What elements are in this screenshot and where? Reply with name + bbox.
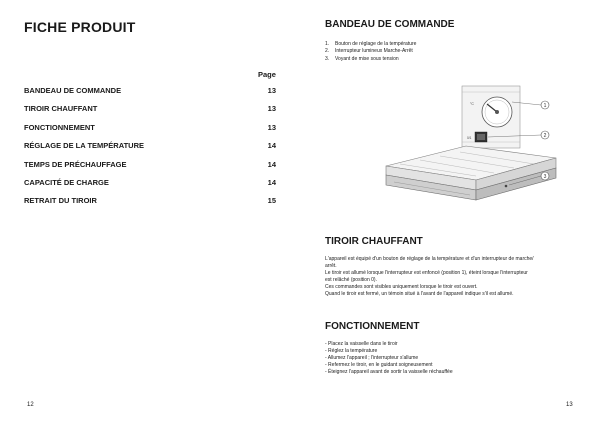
table-of-contents: [24, 84, 276, 213]
paragraph-line: Ces commandes sont visibles uniquement lorsque le tiroir est ouvert.: [325, 284, 478, 290]
step-line: - Réglez la température: [325, 348, 378, 354]
list-item-number: 3.: [325, 55, 330, 62]
drawer-body: [386, 146, 556, 200]
toc-entry[interactable]: [24, 84, 276, 102]
paragraph-line: est relâché (position 0).: [325, 277, 377, 283]
toc-entry[interactable]: [24, 176, 276, 194]
operation-steps: [325, 341, 583, 376]
toc-entry-page: 13: [267, 122, 276, 132]
step-line: - Éteignez l'appareil avant de sortir la vaisselle réchauffée: [325, 369, 453, 375]
page-number-left: 12: [27, 402, 34, 408]
svg-text:°C: °C: [470, 102, 474, 106]
section-title-operation: FONCTIONNEMENT: [325, 321, 420, 332]
toc-entry-page: 15: [267, 196, 276, 206]
toc-entry-label: BANDEAU DE COMMANDE: [24, 86, 122, 95]
step-line: - Refermez le tiroir, en le guidant soigneusement: [325, 362, 433, 368]
list-item-text: Bouton de réglage de la température: [335, 41, 417, 47]
toc-entry-page: 13: [267, 86, 276, 95]
toc-entry[interactable]: [24, 194, 276, 212]
section-title-warming-drawer: TIROIR CHAUFFANT: [325, 236, 423, 247]
page-title: FICHE PRODUIT: [24, 19, 136, 35]
right-page: [300, 0, 600, 423]
toc-entry-page: 14: [267, 141, 276, 151]
toc-entry-page: 14: [267, 159, 276, 169]
toc-entry-page: 14: [267, 177, 276, 187]
callout-3-label: 3: [543, 173, 547, 180]
toc-entry-label: TIROIR CHAUFFANT: [24, 104, 98, 114]
paragraph-line: L'appareil est équipé d'un bouton de réglage de la température et d'un interrupteur de marche/: [325, 256, 534, 262]
callout-1-label: 1: [543, 102, 547, 109]
step-line: - Allumez l'appareil ; l'interrupteur s'allume: [325, 355, 419, 361]
toc-entry-label: RÉGLAGE DE LA TEMPÉRATURE: [24, 141, 145, 151]
list-item-number: 1.: [325, 41, 330, 47]
paragraph-line: Le tiroir est allumé lorsque l'interrupteur est enfoncé (position 1), éteint lorsque l'interrupteur: [325, 270, 528, 276]
list-item-text: Voyant de mise sous tension: [335, 55, 399, 62]
toc-page-header: Page: [258, 70, 276, 79]
list-item-text: Interrupteur lumineux Marche-Arrêt: [335, 48, 413, 55]
section-title-control-panel: BANDEAU DE COMMANDE: [325, 19, 455, 30]
svg-text:0/1: 0/1: [467, 136, 472, 140]
toc-entry-label: RETRAIT DU TIROIR: [24, 196, 97, 206]
list-item-number: 2.: [325, 48, 330, 55]
toc-entry[interactable]: [24, 139, 276, 157]
toc-entry[interactable]: [24, 158, 276, 176]
toc-entry-label: FONCTIONNEMENT: [24, 122, 95, 132]
toc-entry[interactable]: [24, 102, 276, 120]
toc-entry[interactable]: [24, 121, 276, 139]
page-number-right: 13: [566, 402, 573, 408]
step-line: - Placez la vaisselle dans le tiroir: [325, 341, 398, 347]
paragraph-line: arrêt.: [325, 263, 337, 269]
toc-entry-label: TEMPS DE PRÉCHAUFFAGE: [24, 159, 127, 169]
paragraph-line: Quand le tiroir est fermé, un témoin situé à l'avant de l'appareil indique s'il est allumé.: [325, 291, 514, 297]
callout-2-label: 2: [543, 132, 547, 139]
warming-drawer-description: [325, 256, 583, 298]
control-panel-inset: [462, 86, 520, 148]
toc-entry-label: CAPACITÉ DE CHARGE: [24, 177, 109, 187]
power-indicator-icon: [505, 185, 508, 188]
toc-entry-page: 13: [267, 104, 276, 114]
